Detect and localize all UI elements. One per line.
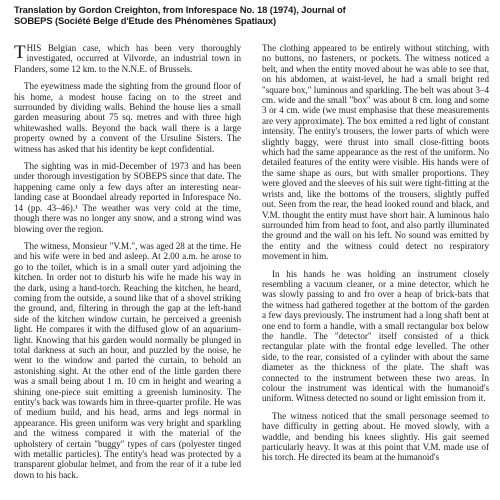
paragraph: The sighting was in mid-December of 1973 and has been under thorough investigation by SOBEPS since that date. The happening came only a few days after an interesting near-landing case at Boondael already reported in Inforespace No. 14 (pp. 43–46).¹ The weather was very cold at the time, though there was no longer any snow, and a strong wind was blowing over the region. [14, 161, 241, 234]
paragraph-text: HIS Belgian case, which has been very thoroughly investigated, occurred at Vilvorde, an industrial town in Flanders, some 12 km. to the N.N.E. of Brussels. [14, 43, 241, 74]
translation-credit-header [14, 4, 484, 26]
paragraph: The eyewitness made the sighting from the ground floor of his home, a modest house facing on to the street and surrounded by dividing walls. Behind the house lies a small garden measuring about 75 sq. metres and with three high whitewashed walls. Beyond the back wall there is a large property owned by a convent of the Ursuline Sisters. The witness has asked that his identity be kept confidential. [14, 81, 241, 154]
drop-cap: T [14, 43, 26, 63]
header-line-2: SOBEPS (Société Belge d'Etude des Phénomènes Spatiaux) [14, 15, 277, 26]
paragraph: The witness, Monsieur "V.M.", was aged 28 at the time. He and his wife were in bed and asleep. At 2.00 a.m. he arose to go to the toilet, which is in a small outer yard adjoining the kitchen. In order not to disturb his wife he made his way in the dark, using a hand-torch. Reaching the kitchen, he heard, coming from the outside, a sound like that of a shovel striking the ground, and, filtering in through the gap at the left-hand side of the kitchen window curtain, he perceived a greenish light. He compares it with the diffused glow of an aquarium-light. Knowing that his garden would normally be plunged in total darkness at such an hour, and puzzled by the noise, he went to the window and parted the curtain, to behold an astonishing sight. At the other end of the little garden there was a small being about 1 m. 10 cm in height and wearing a shining one-piece suit emitting a greenish luminosity. The entity's back was towards him in three-quarter profile. He was of medium build, and his head, arms and legs normal in appearance. His green uniform was very bright and sparkling and the witness compared it with the material of the upholstery of certain "buggy" types of cars (polyester tinged with metallic particles). The entity's head was protected by a transparent globular helmet, and from the rear of it a tube led down to his back. [14, 240, 241, 480]
paragraph: In his hands he was holding an instrument closely resembling a vacuum cleaner, or a mine detector, which he was slowly passing to and fro over a heap of brick-bats that the witness had gathered together at the bottom of the garden a few days previously. The instrument had a long shaft bent at one end to form a handle, with a small rectangular box below the handle. The "detector" itself consisted of a thick rectangular plate with the frontal edge levelled. The other side, to the rear, consisted of a cylinder with about the same diameter as the thickness of the plate. The shaft was connected to the instrument between these two areas. In colour the instrument was identical with the humanoid's uniform. Witness detected no sound or light emission from it. [262, 268, 489, 404]
paragraph [14, 43, 241, 74]
left-column [14, 43, 241, 500]
right-column [262, 43, 489, 500]
paragraph: The clothing appeared to be entirely without stitching, with no buttons, no fasteners, or pockets. The witness noticed a belt, and when the entity moved about he was able to see that, on his abdomen, at waist-level, he had a small bright red "square box," luminous and sparkling. The belt was about 3–4 cm. wide and the small "box" was about 8 cm. long and some 3 or 4 cm. wide (we must emphasise that these measurements are very approximate). The box emitted a red light of constant intensity. The entity's trousers, the lower parts of which were slightly baggy, were thrust into small close-fitting boots which had the same appearance as the rest of the uniform. No detailed features of the entity were visible. His hands were of the same shape as ours, but with smaller proportions. They were gloved and the sleeves of his suit were tight-fitting at the wrists and, like the bottoms of the trousers, slightly puffed out. Seen from the rear, the head looked round and black, and V.M. thought the entity must have short hair. A luminous halo surrounded him from head to foot, and also partly illuminated the ground and the wall on his left. No sound was emitted by the entity and the witness could detect no respiratory movement in him. [262, 43, 489, 262]
header-line-1: Translation by Gordon Creighton, from Inforespace No. 18 (1974), Journal of [14, 4, 346, 15]
paragraph: The witness noticed that the small personage seemed to have difficulty in getting about. He moved slowly, with a waddle, and bending his knees slightly. His gait seemed particularly heavy. It was at this point that V.M. made use of his torch. He directed its beam at the humanoid's [262, 410, 489, 463]
